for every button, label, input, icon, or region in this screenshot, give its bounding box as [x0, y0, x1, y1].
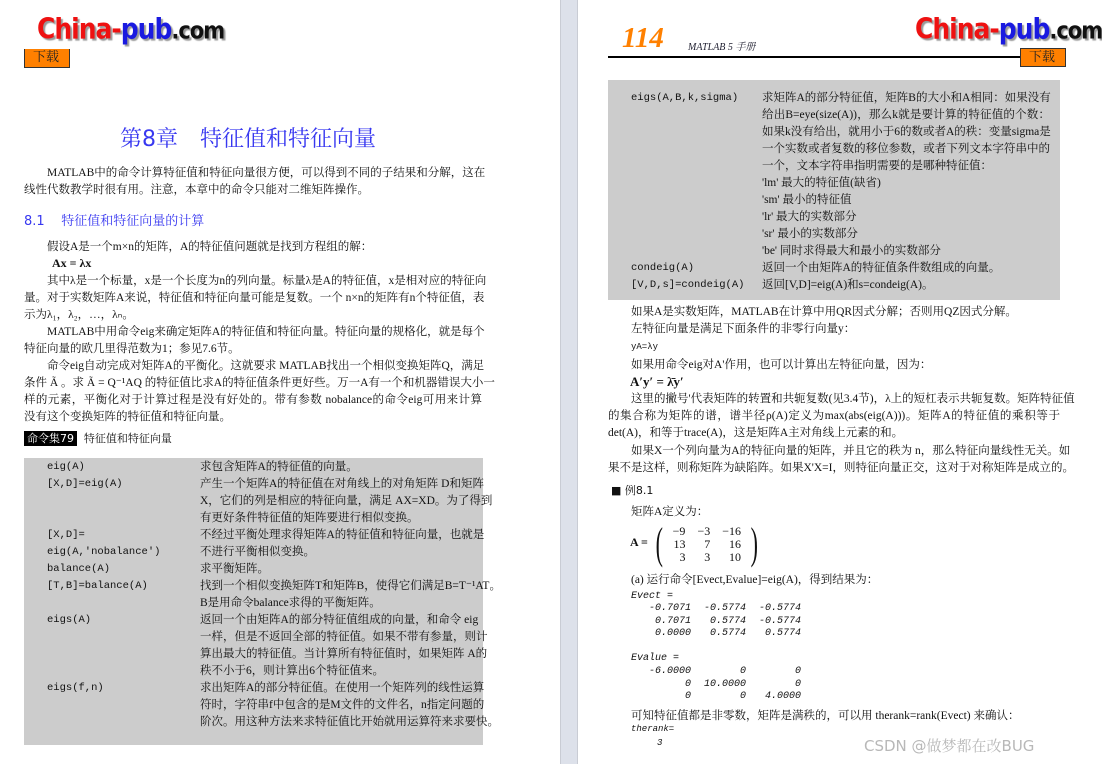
command-name — [47, 612, 91, 629]
description-line: 不经过平衡处理求得矩阵A的特征值和特征向量，也就是 — [200, 529, 485, 541]
command-name — [631, 277, 744, 294]
command-description — [200, 561, 463, 578]
description-line: 求平衡矩阵。 — [200, 563, 269, 575]
description-line: 'sr' 最小的实数部分 — [762, 228, 858, 240]
command-description — [762, 90, 1050, 260]
description-line: 产生一个矩阵A的特征值在对角线上的对角矩阵 D和矩阵 — [200, 478, 484, 490]
description-line: 返回[V,D]=eig(A)和s=condeig(A)。 — [762, 279, 934, 291]
command-description — [200, 578, 501, 612]
description-line: 如果k没有给出，就用小于6的数或者A的秩：变量sigma是 — [762, 126, 1051, 138]
command-description — [200, 680, 499, 731]
text-line: 左特征向量是满足下面条件的非零行向量y： — [631, 323, 856, 335]
description-line: 秩不小于6，则计算出6个特征值来。 — [200, 665, 384, 677]
section-number: 8.1 — [24, 214, 45, 229]
page-gutter — [560, 0, 578, 764]
paragraph — [24, 239, 482, 256]
description-line: 求出矩阵A的部分特征值。在使用一个矩阵列的线性运算 — [200, 682, 485, 694]
command-description — [200, 527, 485, 561]
text-line: 如果X一个列向量为A的特征向量的矩阵，并且它的秩为 n，那么特征向量线性无关。如 — [631, 445, 1071, 457]
description-line: 有更好条件特征值的矩阵要进行相似变换。 — [200, 512, 419, 524]
logo-text: pub — [120, 11, 172, 46]
paragraph — [24, 273, 487, 324]
paragraph — [608, 443, 1074, 477]
output-value: 0.5774 — [709, 615, 746, 627]
matrix-row — [667, 525, 747, 538]
command-code: eig(A,'nobalance') — [47, 546, 161, 558]
paragraph — [608, 357, 1060, 374]
logo-text: China — [915, 11, 990, 46]
command-description — [200, 476, 493, 527]
text-line: 假设A是一个m×n的矩阵，A的特征值问题就是找到方程组的解： — [47, 241, 373, 253]
command-description — [762, 260, 1050, 277]
description-line: X，它们的列是相应的特征向量，满足 AX=XD。为了得到 — [200, 495, 493, 507]
description-line: 'be' 同时求得最大和最小的实数部分 — [762, 245, 941, 257]
right-page — [578, 0, 1102, 764]
description-line: 找到一个相似变换矩阵T和矩阵B，使得它们满足B=T⁻¹AT。 — [200, 580, 501, 592]
paragraph — [24, 358, 495, 426]
description-line: 算出最大的特征值。当计算所有特征值时，如果矩阵 A的 — [200, 648, 488, 660]
example-label: ■ 例8.1 — [611, 484, 654, 497]
output-value: 0.5774 — [764, 628, 801, 639]
command-table — [24, 458, 501, 745]
text-line: 命令eig自动完成对矩阵A的平衡化。这就要求 MATLAB找出一个相似变换矩阵Q，满足 — [47, 360, 485, 372]
output-value: 10.0000 — [703, 678, 746, 690]
logo-text: pub — [998, 11, 1050, 46]
section-title: 特征值和特征向量的计算 — [61, 214, 205, 229]
matrix-cell: −9 — [672, 523, 686, 538]
section-heading — [24, 210, 204, 229]
command-name — [47, 578, 148, 595]
description-line: 返回一个由矩阵A的部分特征值组成的向量，和命令 eig — [200, 614, 479, 626]
command-name — [47, 476, 123, 493]
equation: Ax = λx — [52, 256, 92, 270]
description-line: 不进行平衡相似变换。 — [200, 546, 315, 558]
command-code: [T,B]=balance(A) — [47, 580, 148, 592]
equation-code: yA=λy — [631, 342, 659, 352]
output-value: 0 — [684, 678, 691, 690]
logo-text: - — [111, 11, 121, 46]
therank-value: 3 — [657, 738, 663, 748]
chapter-title: 第8章 特征值和特征向量 — [120, 127, 376, 152]
command-set-heading — [24, 430, 172, 446]
output-value: 0.0000 — [654, 628, 691, 639]
matrix-cell: −3 — [697, 523, 711, 538]
output-value: -0.5774 — [703, 603, 746, 614]
logo-text: - — [989, 11, 999, 46]
paragraph — [608, 391, 1075, 442]
description-line: 返回一个由矩阵A的特征值条件数组成的向量。 — [762, 262, 1001, 274]
text-line: 的集合称为矩阵的谱，谱半径ρ(A)定义为max(abs(eig(A)))。矩阵A的特征值的乘积等于 — [608, 410, 1060, 422]
text-line: 这里的撇号'代表矩阵的转置和共轭复数(见3.4节)，λ上的短杠表示共轭复数。矩阵特征值 — [631, 393, 1075, 405]
book-title: MATLAB 5 手册 — [688, 42, 756, 53]
matrix-cell: 13 — [673, 536, 686, 551]
output-value: -0.5774 — [758, 615, 801, 627]
download-button[interactable]: 下载 — [24, 49, 70, 68]
text-line: 示为λ₁，λ₂，…，λₙ。 — [24, 309, 134, 321]
logo-text: China — [37, 11, 112, 46]
description-line: 符时，字符串f中包含的是M文件的文件名，n指定问题的 — [200, 699, 485, 711]
logo-text: .com — [1049, 16, 1102, 45]
matrix-intro: 矩阵A定义为： — [631, 506, 709, 518]
text-line: 样的元素，平衡化对于计算过程是没有好处的。带有参数 nobalance的命令eig可用来计算 — [24, 394, 482, 406]
matrix-cell: 16 — [729, 536, 741, 551]
text-line: 量。对于实数矩阵A来说，特征值和特征向量可能是复数。一个 n×n的矩阵有n个特征值，表 — [24, 292, 485, 304]
text-line: 线性代数教学时很有用。注意，本章中的命令只能对二维矩阵操作。 — [24, 184, 369, 196]
output-value: 0 — [684, 691, 691, 702]
matrix-cell: 3 — [679, 549, 686, 564]
intro-paragraph — [24, 165, 486, 199]
description-line: B是用命令balance求得的平衡矩阵。 — [200, 597, 381, 609]
left-paren: ( — [655, 519, 663, 568]
command-name — [47, 459, 85, 476]
matrix-cell: −16 — [722, 523, 741, 538]
output-value: 0 — [739, 666, 746, 677]
command-table — [608, 80, 1060, 300]
paragraph — [608, 304, 1060, 321]
command-code: [X,D]= — [47, 529, 85, 541]
description-line: 一个实数或者复数的移位参数，或者下列文本字符串中的 — [762, 143, 1050, 155]
description-line: 求包含矩阵A的特征值的向量。 — [200, 461, 358, 473]
paragraph — [24, 324, 485, 358]
matrix-A — [652, 519, 762, 568]
text-line: 特征向量的欧几里得范数为1；参见7.6节。 — [24, 343, 240, 355]
output-value: 0 — [794, 678, 801, 690]
output-value: 0.7071 — [654, 615, 691, 627]
command-description — [762, 277, 1050, 294]
equation: A′y′ = λ̄y′ — [630, 374, 684, 389]
description-line: 给出B=eye(size(A))，那么k就是要计算的特征值的个数： — [762, 109, 1050, 121]
description-line: 'sm' 最小的特征值 — [762, 194, 852, 206]
output-value: -0.5774 — [758, 603, 801, 614]
description-line: 一样，但是不返回全部的特征值。如果不带有参量，则计 — [200, 631, 488, 643]
csdn-watermark: CSDN @做梦都在改BUG — [864, 737, 1035, 755]
header-rule — [608, 56, 1020, 58]
conclusion: 可知特征值都是非零数，矩阵是满秩的，可以用 therank=rank(Evect) 来确认： — [631, 710, 1020, 722]
output-value: 0.5774 — [709, 628, 746, 639]
matrix-lhs: A = — [630, 535, 648, 549]
command-description — [200, 459, 463, 476]
command-code: eigs(A,B,k,sigma) — [631, 92, 739, 104]
evalue-label: Evalue = — [631, 653, 680, 664]
output-value: 0 — [794, 666, 801, 677]
command-code: condeig(A) — [631, 262, 695, 274]
text-line: 如果用命令eig对A'作用，也可以计算出左特征向量，因为： — [631, 359, 932, 371]
right-paren: ) — [750, 519, 758, 568]
matrix-row — [667, 538, 747, 551]
download-button[interactable]: 下载 — [1020, 48, 1066, 67]
matrix-row — [667, 551, 747, 564]
description-line: 求矩阵A的部分特征值，矩阵B的大小和A相同：如果没有 — [762, 92, 1051, 104]
text-line: MATLAB中用命令eig来确定矩阵A的特征值和特征向量。特征向量的规格化，就是每个 — [47, 326, 485, 338]
command-name — [631, 260, 694, 277]
text-line: det(A)，和等于trace(A)，这是矩阵A主对角线上元素的和。 — [608, 427, 904, 439]
step-a: (a) 运行命令[Evect,Evalue]=eig(A)，得到结果为： — [631, 574, 879, 586]
output-value: -0.7071 — [648, 603, 691, 614]
output-value: 4.0000 — [764, 691, 801, 702]
output-value: -6.0000 — [648, 666, 691, 677]
text-line: 条件 Ã 。求 Ã = Q⁻¹AQ 的特征值比求A的特征值条件更好些。万一A有一个和机器错误大小一 — [24, 377, 495, 389]
therank-label: therank= — [631, 724, 675, 734]
matrix-table — [667, 525, 747, 564]
command-code: eig(A) — [47, 461, 85, 473]
text-line: 没有这个变换矩阵的特征值和特征向量。 — [24, 411, 231, 423]
china-pub-logo[interactable] — [915, 12, 1102, 45]
text-line: 如果A是实数矩阵，MATLAB在计算中用QR因式分解；否则用QZ因式分解。 — [631, 306, 1017, 318]
command-name — [47, 527, 160, 561]
command-name — [47, 680, 104, 697]
page-number: 114 — [622, 22, 664, 54]
matrix-cell: 7 — [704, 536, 711, 551]
command-set-label: 命令集79 — [24, 431, 77, 446]
text-line: MATLAB中的命令计算特征值和特征向量很方便，可以得到不同的子结果和分解，这在 — [47, 167, 486, 179]
output-value: 0 — [739, 691, 746, 702]
description-line: 一个，文本字符串指明需要的是哪种特征值： — [762, 160, 992, 172]
evect-label: Evect = — [631, 591, 674, 602]
command-description — [200, 612, 488, 680]
matrix-cell: 3 — [704, 549, 711, 564]
text-line: 其中λ是一个标量，x是一个长度为n的列向量。标量λ是A的特征值，x是相对应的特征向 — [47, 275, 487, 287]
command-code: [X,D]=eig(A) — [47, 478, 123, 490]
matrix-cell: 10 — [729, 549, 741, 564]
command-set-title: 特征值和特征向量 — [83, 432, 172, 445]
command-code: balance(A) — [47, 563, 111, 575]
description-line: 'lr' 最大的实数部分 — [762, 211, 857, 223]
command-code: [V,D,s]=condeig(A) — [631, 279, 745, 291]
command-code: eigs(A) — [47, 614, 92, 626]
description-line: 'lm' 最大的特征值(缺省) — [762, 177, 881, 189]
china-pub-logo[interactable] — [37, 12, 224, 45]
text-line: 果不是这样，则称矩阵为缺陷阵。如果X'X=I，则特征向量正交，这对于对称矩阵是成立的。 — [608, 462, 1074, 474]
logo-text: .com — [171, 16, 225, 45]
command-name — [631, 90, 738, 107]
command-code: eigs(f,n) — [47, 682, 104, 694]
command-name — [47, 561, 110, 578]
description-line: 阶次。用这种方法来求特征值比开始就用运算符来求要快。 — [200, 716, 499, 728]
paragraph — [608, 321, 1060, 338]
